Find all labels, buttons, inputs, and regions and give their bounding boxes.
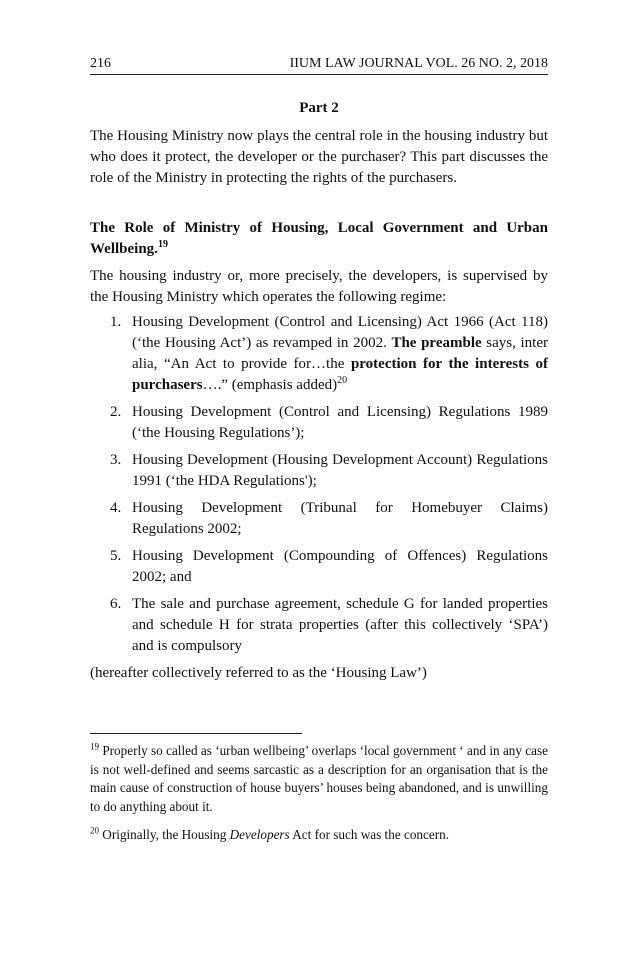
section-heading-text: The Role of Ministry of Housing, Local Government and Urban Wellbeing. xyxy=(90,220,548,257)
footnote-text: Properly so called as ‘urban wellbeing’ overlaps ‘local government ‘ and in any case is not well-defined and seems sarcastic as a description for an organisation that is the main cause of construction of house buyers’ houses being abandoned, and is unwilling to do anything about it. xyxy=(90,743,548,814)
page-number: 216 xyxy=(90,56,111,71)
list-item-text: Housing Development (Housing Development Account) Regulations 1991 (‘the HDA Regulations'); xyxy=(132,452,548,489)
footnotes xyxy=(90,742,548,855)
part-title: Part 2 xyxy=(299,100,339,116)
footnote-ref-20[interactable]: 20 xyxy=(337,375,348,386)
list-item-text: says, inter alia, “An Act to provide for…the xyxy=(132,335,548,372)
list-item-text: The sale and purchase agreement, schedule G for landed properties and schedule H for strata properties (after this collectively ‘SPA’) and is compulsory xyxy=(132,596,548,654)
running-header xyxy=(90,55,548,75)
intro-paragraph: The Housing Ministry now plays the central role in the housing industry but who does it protect, the developer or the purchaser? This part discusses the role of the Ministry in protecting the rights of the purchasers. xyxy=(90,128,548,186)
main-body xyxy=(90,98,548,684)
footnote-rule xyxy=(90,733,302,734)
list-item xyxy=(90,450,548,492)
closing-paragraph: (hereafter collectively referred to as the ‘Housing Law’) xyxy=(90,665,427,681)
footnote-italic: Developers xyxy=(229,827,290,842)
list-item xyxy=(90,546,548,588)
list-item xyxy=(90,312,548,396)
list-item-text: Housing Development (Tribunal for Homebuyer Claims) Regulations 2002; xyxy=(132,500,548,537)
list-number: 6. xyxy=(110,596,122,612)
list-item-text: Housing Development (Control and Licensing) Act 1966 (Act 118) (‘the Housing Act’) as revamped in 2002. xyxy=(132,314,548,351)
journal-title: IIUM LAW JOURNAL VOL. 26 NO. 2, 2018 xyxy=(289,56,548,71)
list-number: 5. xyxy=(110,548,122,564)
footnote-number: 20 xyxy=(90,825,99,836)
list-number: 2. xyxy=(110,404,122,420)
list-item xyxy=(90,594,548,657)
list-item-bold: The preamble xyxy=(391,335,482,351)
list-item-bold: protection for the interests of purchasers xyxy=(132,356,548,393)
footnote-number: 19 xyxy=(90,741,99,752)
list-item xyxy=(90,498,548,540)
section-heading xyxy=(90,218,548,260)
header-rule xyxy=(90,74,548,75)
footnote-text: Act for such was the concern. xyxy=(289,827,449,842)
footnote-19 xyxy=(90,742,548,816)
list-item-text: Housing Development (Control and Licensing) Regulations 1989 (‘the Housing Regulations’); xyxy=(132,404,548,441)
footnote-text: Originally, the Housing xyxy=(99,827,230,842)
list-item-text: ….” (emphasis added) xyxy=(202,377,338,393)
regime-intro-paragraph: The housing industry or, more precisely, the developers, is supervised by the Housing Ministry which operates the following regime: xyxy=(90,268,548,305)
list-number: 4. xyxy=(110,500,122,516)
regime-list xyxy=(90,312,548,657)
footnote-ref-19[interactable]: 19 xyxy=(157,239,168,250)
list-item-text: Housing Development (Compounding of Offences) Regulations 2002; and xyxy=(132,548,548,585)
list-number: 3. xyxy=(110,452,122,468)
list-item xyxy=(90,402,548,444)
list-number: 1. xyxy=(110,314,122,330)
footnote-20 xyxy=(90,826,548,845)
